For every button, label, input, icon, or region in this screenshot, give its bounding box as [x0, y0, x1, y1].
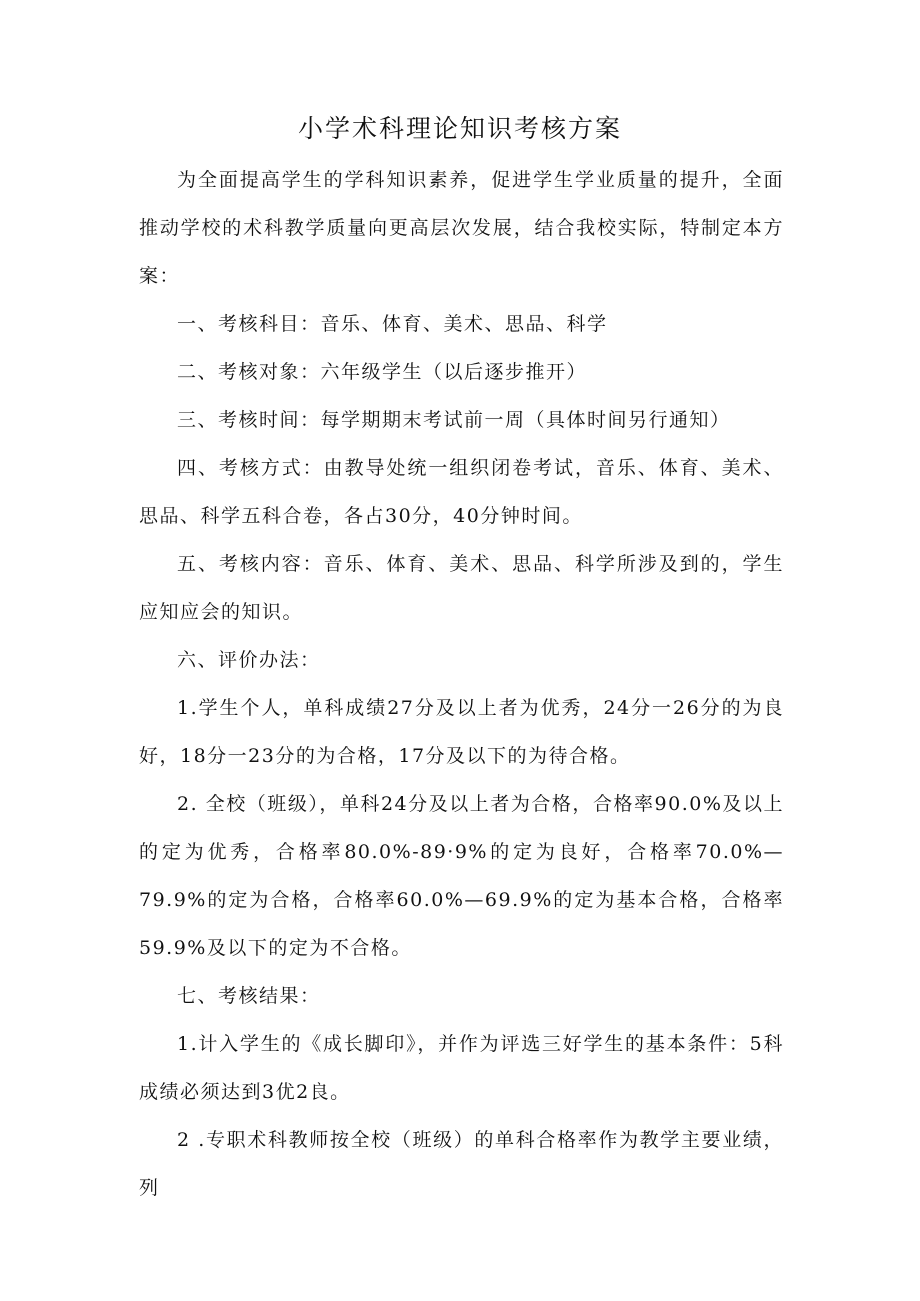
- evaluation-item-individual: 1.学生个人，单科成绩27分及以上者为优秀，24分一26分的为良好，18分一23分的为合格，17分及以下的为待合格。: [139, 697, 784, 767]
- evaluation-item-school: 2. 全校（班级），单科24分及以上者为合格，合格率90.0%及以上的定为优秀，合格率80.0%-89·9%的定为良好，合格率70.0%—79.9%的定为合格，合格率60.0%—69.9%的定为基本合格，合格率59.9%及以下的定为不合格。: [139, 793, 784, 959]
- section-method: 四、考核方式：由教导处统一组织闭卷考试，音乐、体育、美术、思品、科学五科合卷，各占30分，40分钟时间。: [139, 457, 784, 527]
- section-time: 三、考核时间：每学期期末考试前一周（具体时间另行通知）: [177, 409, 731, 431]
- section-targets: 二、考核对象：六年级学生（以后逐步推开）: [177, 361, 588, 383]
- document-body: [139, 156, 784, 1212]
- results-item-growth: 1.计入学生的《成长脚印》，并作为评选三好学生的基本条件：5科成绩必须达到3优2良。: [139, 1033, 784, 1103]
- section-subjects: 一、考核科目：音乐、体育、美术、思品、科学: [177, 313, 608, 335]
- section-evaluation-heading: 六、评价办法：: [177, 649, 321, 671]
- section-content: 五、考核内容：音乐、体育、美术、思品、科学所涉及到的，学生应知应会的知识。: [139, 553, 784, 623]
- document-title: 小学术科理论知识考核方案: [297, 114, 622, 143]
- intro-paragraph: 为全面提高学生的学科知识素养，促进学生学业质量的提升，全面推动学校的术科教学质量向更高层次发展，结合我校实际，特制定本方案：: [139, 169, 784, 287]
- section-results-heading: 七、考核结果：: [177, 985, 321, 1007]
- results-item-teachers: 2 .专职术科教师按全校（班级）的单科合格率作为教学主要业绩，列: [139, 1129, 784, 1199]
